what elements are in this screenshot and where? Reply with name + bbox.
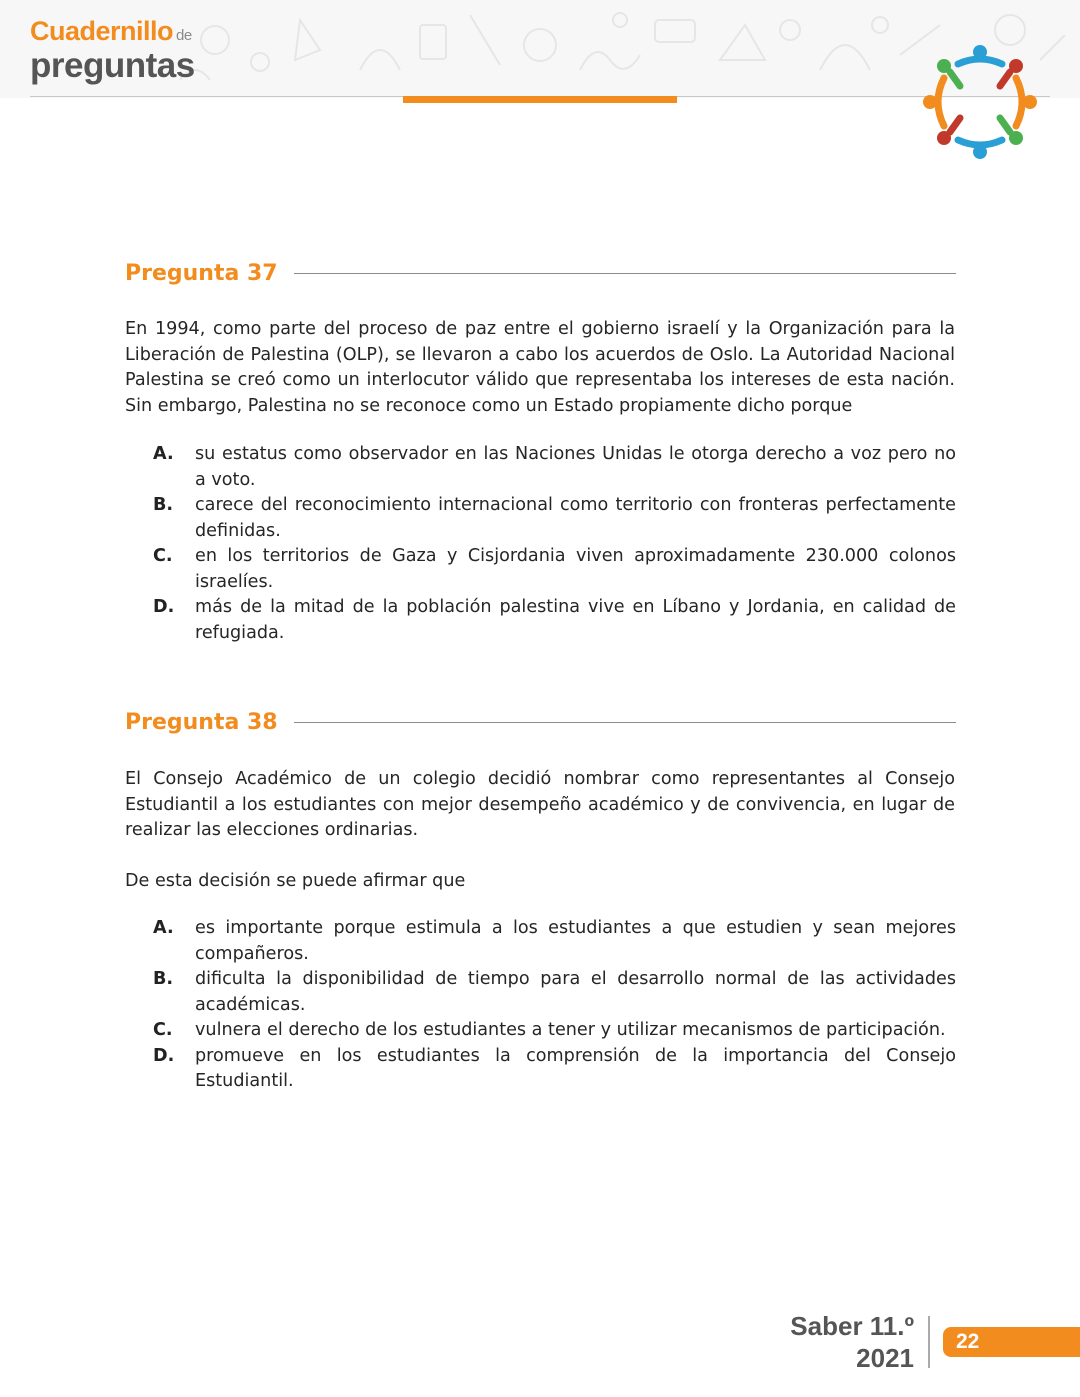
question-37-option-a — [153, 442, 956, 493]
option-text: es importante porque estimula a los estudiantes a que estudien y sean mejores compañeros. — [195, 918, 956, 964]
option-letter: A. — [153, 918, 174, 938]
question-38-option-a — [153, 916, 956, 967]
question-38-option-c — [153, 1018, 956, 1044]
footer-divider — [928, 1316, 930, 1368]
question-37-stem: En 1994, como parte del proceso de paz entre el gobierno israelí y la Organización para la Liberación de Palestina (OLP), se llevaron a cabo los acuerdos de Oslo. La Autoridad Nacional Palestina se creó como un interlocutor válido que representaba los intereses de esta nación. Sin embargo, Palestina no se reconoce como un Estado propiamente dicho porque — [125, 319, 955, 416]
brand-logotype — [30, 18, 195, 83]
question-37-option-d — [153, 595, 956, 646]
option-letter: A. — [153, 444, 174, 464]
footer-saber-label: Saber 11.º — [790, 1311, 914, 1341]
option-text: carece del reconocimiento internacional como territorio con fronteras perfectamente definidas. — [195, 495, 956, 541]
question-38-rule — [294, 722, 956, 723]
footer-year: 2021 — [856, 1343, 914, 1373]
question-38-header — [125, 705, 956, 739]
question-38-option-d — [153, 1044, 956, 1095]
option-letter: C. — [153, 546, 173, 566]
question-37-options — [153, 442, 956, 646]
option-letter: D. — [153, 597, 175, 617]
option-letter: D. — [153, 1045, 175, 1066]
option-text: vulnera el derecho de los estudiantes a tener y utilizar mecanismos de participación. — [195, 1020, 946, 1040]
brand-de: de — [176, 27, 192, 44]
option-text: su estatus como observador en las Naciones Unidas le otorga derecho a voz pero no a voto. — [195, 444, 956, 490]
brand-cuadernillo: Cuadernillo — [30, 16, 174, 46]
option-letter: B. — [153, 969, 174, 989]
question-37-title: Pregunta 37 — [125, 260, 278, 286]
brand-preguntas: preguntas — [30, 46, 195, 85]
question-37-option-c — [153, 544, 956, 595]
question-37-rule — [294, 273, 956, 274]
people-circle-logo-icon — [920, 42, 1040, 162]
option-letter: B. — [153, 495, 174, 515]
header-accent-bar — [403, 96, 677, 103]
footer-saber — [790, 1310, 914, 1374]
question-38-stem: El Consejo Académico de un colegio decidió nombrar como representantes al Consejo Estudiantil a los estudiantes con mejor desempeño académico y de convivencia, en lugar de realizar las elecciones ordinarias. — [125, 769, 955, 840]
question-38-option-b — [153, 967, 956, 1018]
question-37-header — [125, 256, 956, 290]
option-text: dificulta la disponibilidad de tiempo para el desarrollo normal de las actividades académicas. — [195, 969, 956, 1015]
option-text: más de la mitad de la población palestina vive en Líbano y Jordania, en calidad de refugiada. — [195, 597, 956, 643]
option-letter: C. — [153, 1020, 173, 1040]
question-38-prompt: De esta decisión se puede afirmar que — [125, 871, 466, 891]
option-text: en los territorios de Gaza y Cisjordania viven aproximadamente 230.000 colonos israelíes. — [195, 546, 956, 592]
option-text: promueve en los estudiantes la comprensión de la importancia del Consejo Estudiantil. — [195, 1045, 956, 1091]
question-38-options — [153, 916, 956, 1095]
question-37-option-b — [153, 493, 956, 544]
page-number: 22 — [956, 1330, 980, 1353]
question-38-title: Pregunta 38 — [125, 709, 278, 735]
